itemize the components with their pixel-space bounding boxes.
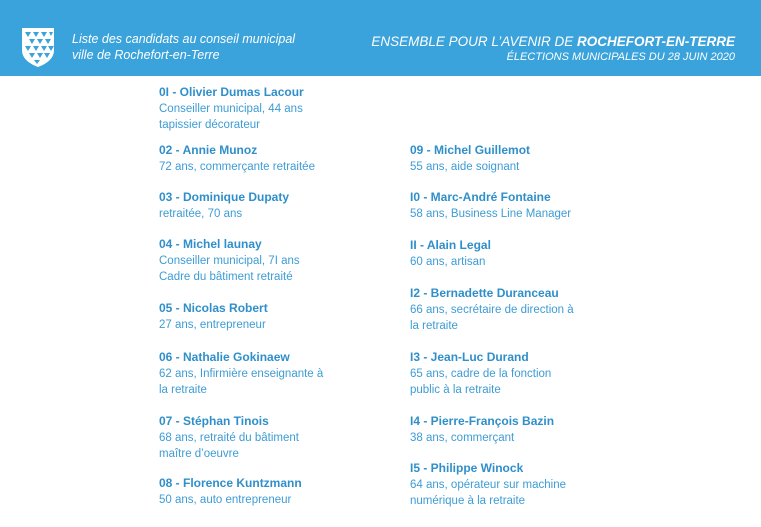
candidate-desc-line1: retraitée, 70 ans (159, 208, 243, 220)
candidate-desc-line2: la retraite (410, 319, 458, 332)
candidate-desc-line1: 58 ans, Business Line Manager (410, 208, 572, 220)
candidate-name: I3 - Jean-Luc Durand (410, 350, 529, 364)
candidate-desc-line2: numérique à la retraite (410, 494, 526, 507)
candidate-desc-line1: 55 ans, aide soignant (410, 161, 520, 173)
candidate-name: I5 - Philippe Winock (410, 461, 524, 475)
candidate-entry (159, 190, 359, 223)
slogan-prefix: ENSEMBLE POUR L’AVENIR DE (371, 34, 577, 49)
candidate-name: 04 - Michel launay (159, 237, 262, 251)
candidate-desc-line2: Cadre du bâtiment retraité (159, 270, 293, 283)
candidate-entry (159, 85, 359, 133)
candidate-desc-line1: 50 ans, auto entrepreneur (159, 494, 292, 506)
candidate-entry (159, 350, 359, 398)
candidate-entry (410, 461, 610, 509)
candidate-entry (410, 190, 610, 223)
candidate-entry (410, 238, 610, 271)
candidate-name: 03 - Dominique Dupaty (159, 190, 290, 204)
candidate-entry (410, 143, 610, 176)
candidate-desc-line1: 27 ans, entrepreneur (159, 319, 266, 331)
candidate-name: I4 - Pierre-François Bazin (410, 414, 555, 428)
candidate-desc-line1: 66 ans, secrétaire de direction à (410, 304, 574, 316)
candidate-entry (159, 476, 359, 509)
subtitle-line2: ville de Rochefort-en-Terre (72, 48, 220, 62)
header-subtitle (72, 31, 295, 63)
candidate-name: 09 - Michel Guillemot (410, 143, 531, 157)
candidate-name: 08 - Florence Kuntzmann (159, 476, 302, 490)
election-date: ÉLECTIONS MUNICIPALES DU 28 JUIN 2020 (506, 51, 735, 63)
slogan-line (371, 33, 735, 50)
candidate-desc-line1: 65 ans, cadre de la fonction (410, 368, 552, 380)
candidate-name: I0 - Marc-André Fontaine (410, 190, 551, 204)
header-slogan (371, 33, 735, 65)
candidate-name: 0I - Olivier Dumas Lacour (159, 85, 304, 99)
candidate-entry (159, 414, 359, 462)
candidate-entry (159, 143, 359, 176)
candidate-desc-line1: 38 ans, commerçant (410, 432, 515, 444)
candidate-name: I2 - Bernadette Duranceau (410, 286, 559, 300)
candidate-desc-line2: tapissier décorateur (159, 118, 260, 131)
header-banner (0, 0, 761, 76)
slogan-place: ROCHEFORT-EN-TERRE (576, 34, 735, 49)
candidate-desc-line1: 60 ans, artisan (410, 256, 486, 268)
candidate-desc-line1: Conseiller municipal, 44 ans (159, 103, 303, 115)
candidate-desc-line1: 62 ans, Infirmière enseignante à (159, 368, 324, 380)
candidate-desc-line1: 72 ans, commerçante retraitée (159, 161, 315, 173)
candidate-entry (410, 286, 610, 334)
candidate-name: 07 - Stéphan Tinois (159, 414, 269, 428)
candidate-entry (159, 237, 359, 285)
candidate-name: II - Alain Legal (410, 238, 491, 252)
candidate-desc-line2: la retraite (159, 383, 207, 396)
candidate-entry (410, 350, 610, 398)
candidate-name: 02 - Annie Munoz (159, 143, 258, 157)
candidate-entry (410, 414, 610, 447)
candidate-desc-line1: Conseiller municipal, 7I ans (159, 255, 300, 267)
candidate-desc-line2: maître d’oeuvre (159, 447, 239, 460)
candidate-entry (159, 301, 359, 334)
ermine-crest-icon (20, 26, 56, 68)
subtitle-line1: Liste des candidats au conseil municipal (72, 32, 296, 46)
candidate-desc-line2: public à la retraite (410, 383, 501, 396)
candidate-desc-line1: 64 ans, opérateur sur machine (410, 479, 566, 491)
candidate-name: 05 - Nicolas Robert (159, 301, 268, 315)
candidate-desc-line1: 68 ans, retraité du bâtiment (159, 432, 299, 444)
candidate-name: 06 - Nathalie Gokinaew (159, 350, 290, 364)
